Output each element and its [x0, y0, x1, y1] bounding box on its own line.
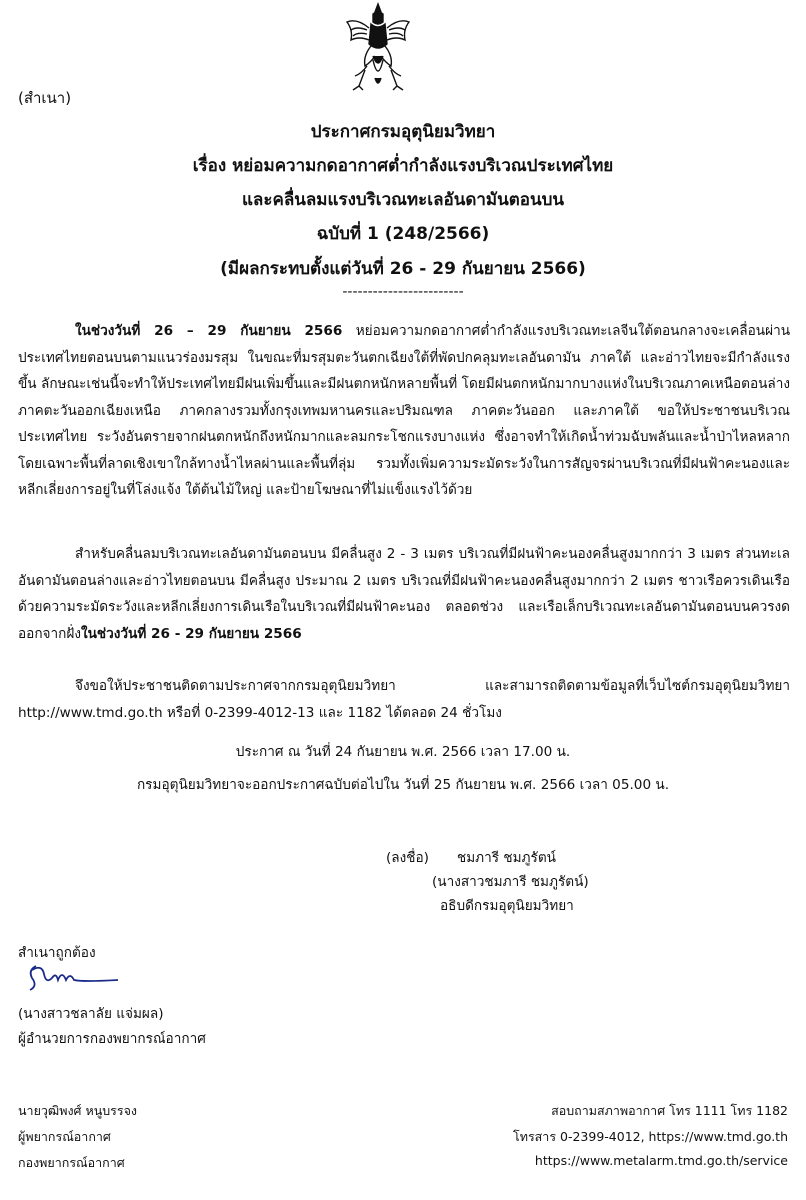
footer-forecaster-title: ผู้พยากรณ์อากาศ	[18, 1129, 111, 1144]
header-title: ประกาศกรมอุตุนิยมวิทยา	[310, 122, 496, 142]
signed-name: ชมภารี ชมภูรัตน์	[456, 850, 556, 866]
header-subject-cont: และคลื่นลมแรงบริเวณทะเลอันดามันตอนบน	[241, 190, 565, 210]
certified-label: สำเนาถูกต้อง	[18, 945, 96, 961]
garuda-emblem	[343, 0, 413, 92]
paragraph-waves-tail: ในช่วงวันที่ 26 - 29 กันยายน 2566	[81, 625, 302, 642]
footer-forecaster-division: กองพยากรณ์อากาศ	[18, 1155, 125, 1170]
signature-line	[386, 846, 556, 868]
footer-phone: สอบถามสภาพอากาศ โทร 1111 โทร 1182	[551, 1103, 788, 1118]
footer-service-link: https://www.metalarm.tmd.go.th/service	[534, 1153, 788, 1168]
announce-date: ประกาศ ณ วันที่ 24 กันยายน พ.ศ. 2566 เวลา 17.00 น.	[235, 744, 571, 760]
paragraph-waves	[18, 541, 790, 647]
paragraph-contact: จึงขอให้ประชาชนติดตามประกาศจากกรมอุตุนิยมวิทยา และสามารถติดตามข้อมูลที่เว็บไซต์กรมอุตุนิยมวิทยา http://www.tmd.go.th หรือที่ 0-2399-4012-13 และ 1182 ได้ตลอด 24 ชั่วโมง	[18, 678, 790, 721]
certified-position: ผู้อำนวยการกองพยากรณ์อากาศ	[18, 1031, 206, 1047]
header-issue-number: ฉบับที่ 1 (248/2566)	[316, 224, 490, 244]
footer-forecaster-name: นายวุฒิพงศ์ หนูบรรจง	[18, 1103, 138, 1118]
signer-position: อธิบดีกรมอุตุนิยมวิทยา	[440, 898, 574, 914]
signed-prefix: (ลงชื่อ)	[386, 850, 429, 866]
certified-name: (นางสาวชลาลัย แจ่มผล)	[18, 1006, 164, 1022]
signer-full-name: (นางสาวชมภารี ชมภูรัตน์)	[432, 874, 589, 890]
header-effective-period: (มีผลกระทบตั้งแต่วันที่ 26 - 29 กันยายน 2566)	[220, 259, 586, 279]
paragraph-waves-text: สำหรับคลื่นลมบริเวณทะเลอันดามันตอนบน มีคลื่นสูง 2 - 3 เมตร บริเวณที่มีฝนฟ้าคะนองคลื่นสูงมากกว่า 3 เมตร ส่วนทะเลอันดามันตอนล่างและอ่าวไทยตอนบน มีคลื่นสูง ประมาณ 2 เมตร บริเวณที่มีฝนฟ้าคะนองคลื่นสูงมากกว่า 2 เมตร ชาวเรือควรเดินเรือด้วยความระมัดระวังและหลีกเลี่ยงการเดินเรือในบริเวณที่มีฝนฟ้าคะนอง ตลอดช่วง และเรือเล็กบริเวณทะเลอันดามันตอนบนควรงดออกจากฝั่ง	[18, 546, 790, 642]
header-separator: ------------------------	[342, 284, 464, 300]
header-subject: เรื่อง หย่อมความกดอากาศต่ำกำลังแรงบริเวณประเทศไทย	[192, 156, 614, 176]
footer-fax-website: โทรสาร 0-2399-4012, https://www.tmd.go.th	[513, 1129, 788, 1144]
handwritten-signature	[22, 960, 122, 996]
next-announce: กรมอุตุนิยมวิทยาจะออกประกาศฉบับต่อไปใน วันที่ 25 กันยายน พ.ศ. 2566 เวลา 05.00 น.	[136, 777, 670, 793]
copy-label: (สำเนา)	[18, 89, 72, 107]
paragraph-forecast-lead: ในช่วงวันที่ 26 – 29 กันยายน 2566	[75, 323, 343, 339]
paragraph-forecast-text: หย่อมความกดอากาศต่ำกำลังแรงบริเวณทะเลจีนใต้ตอนกลางจะเคลื่อนผ่านประเทศไทยตอนบนตามแนวร่องมรสุม ในขณะที่มรสุมตะวันตกเฉียงใต้ที่พัดปกคลุมทะเลอันดามัน ภาคใต้ และอ่าวไทยจะมีกำลังแรงขึ้น ลักษณะเช่นนี้จะทำให้ประเทศไทยมีฝนเพิ่มขึ้นและมีฝนตกหนักหลายพื้นที่ โดยมีฝนตกหนักมากบางแห่งในบริเวณภาคเหนือตอนล่าง ภาคตะวันออกเฉียงเหนือ ภาคกลางรวมทั้งกรุงเทพมหานครและปริมณฑล ภาคตะวันออก และภาคใต้ ขอให้ประชาชนบริเวณประเทศไทย ระวังอันตรายจากฝนตกหนักถึงหนักมากและลมกระโชกแรงบางแห่ง ซึ่งอาจทำให้เกิดน้ำท่วมฉับพลันและน้ำป่าไหลหลาก โดยเฉพาะพื้นที่ลาดเชิงเขาใกล้ทางน้ำไหลผ่านและพื้นที่ลุ่ม รวมทั้งเพิ่มความระมัดระวังในการสัญจรผ่านบริเวณที่มีฝนฟ้าคะนองและหลีกเลี่ยงการอยู่ในที่โล่งแจ้ง ใต้ต้นไม้ใหญ่ และป้ายโฆษณาที่ไม่แข็งแรงไว้ด้วย	[18, 323, 790, 498]
paragraph-forecast	[18, 318, 790, 504]
